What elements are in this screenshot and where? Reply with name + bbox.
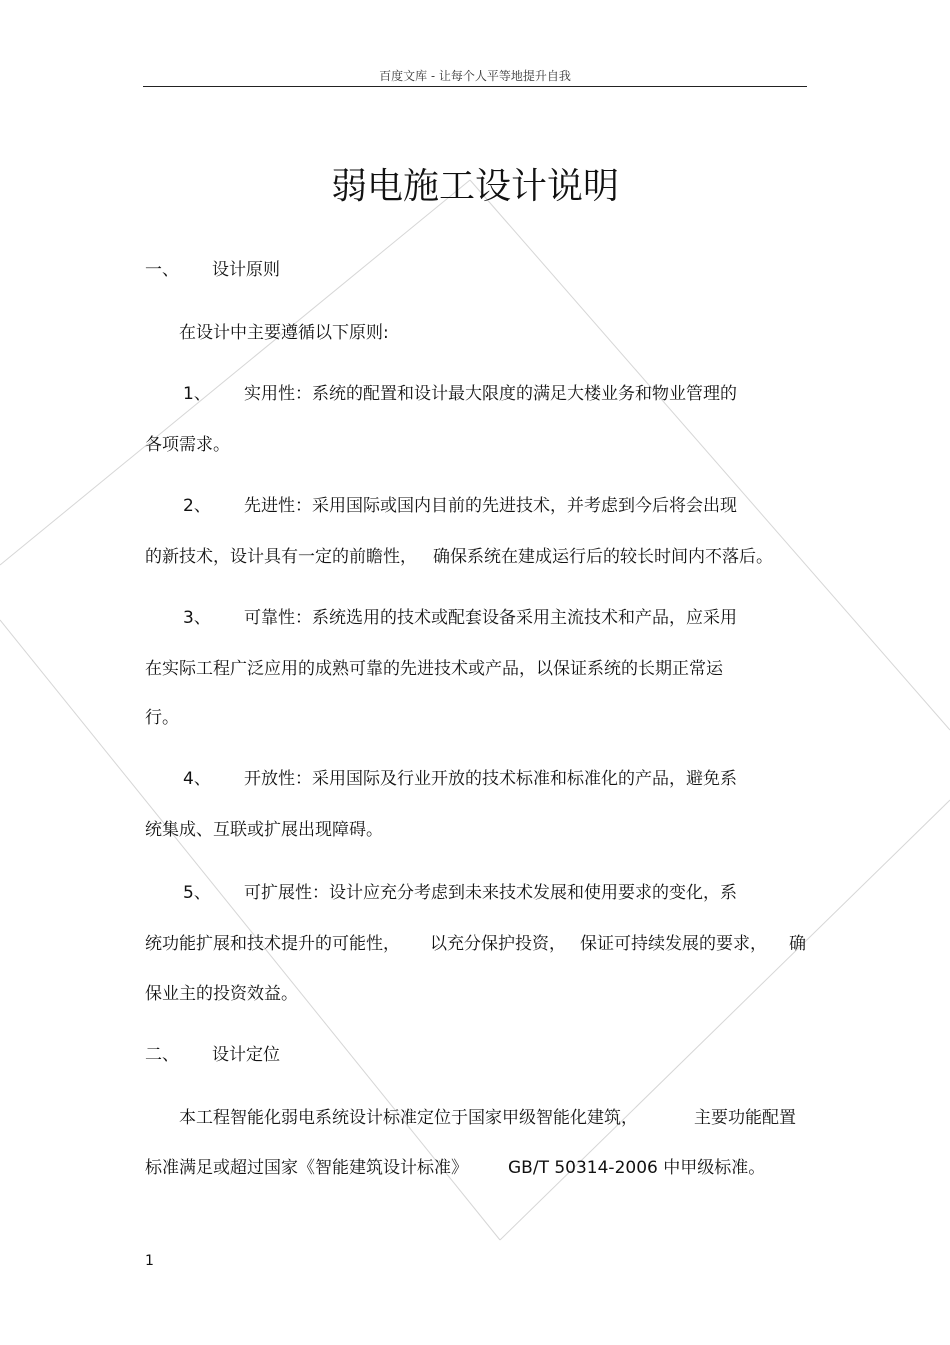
item-5-line-2b: 以充分保护投资， xyxy=(430,934,566,954)
item-2-line-2a: 的新技术，设计具有一定的前瞻性， xyxy=(145,547,417,567)
page-number: 1 xyxy=(145,1253,154,1269)
page-header: 百度文库 - 让每个人平等地提升自我 xyxy=(379,69,571,83)
item-5-line-3: 保业主的投资效益。 xyxy=(145,984,298,1004)
intro-text: 在设计中主要遵循以下原则: xyxy=(179,323,389,343)
item-5-line-2d: 确 xyxy=(789,934,806,954)
item-4-line-1: 开放性：采用国际及行业开放的技术标准和标准化的产品，避免系 xyxy=(244,769,737,789)
item-5-line-1: 可扩展性：设计应充分考虑到未来技术发展和使用要求的变化，系 xyxy=(244,883,737,903)
item-2-line-2b: 确保系统在建成运行后的较长时间内不落后。 xyxy=(433,547,773,567)
section-2-heading: 设计定位 xyxy=(212,1045,280,1065)
section-2-number: 二、 xyxy=(145,1045,179,1065)
section-1-heading: 设计原则 xyxy=(212,260,280,280)
item-4-number: 4、 xyxy=(183,769,211,789)
item-3-line-3: 行。 xyxy=(145,708,179,728)
item-5-line-2c: 保证可持续发展的要求， xyxy=(580,934,767,954)
item-1-line-1: 实用性：系统的配置和设计最大限度的满足大楼业务和物业管理的 xyxy=(244,384,737,404)
document-title: 弱电施工设计说明 xyxy=(330,166,619,207)
item-5-line-2a: 统功能扩展和技术提升的可能性， xyxy=(145,934,400,954)
positioning-line-2a: 标准满足或超过国家《智能建筑设计标准》 xyxy=(145,1158,468,1178)
positioning-line-1b: 主要功能配置 xyxy=(694,1108,796,1128)
item-5-number: 5、 xyxy=(183,883,211,903)
item-2-line-1: 先进性：采用国际或国内目前的先进技术，并考虑到今后将会出现 xyxy=(244,496,737,516)
positioning-line-2b: GB/T 50314-2006 中甲级标准。 xyxy=(508,1158,766,1178)
positioning-line-1a: 本工程智能化弱电系统设计标准定位于国家甲级智能化建筑， xyxy=(179,1108,638,1128)
item-4-line-2: 统集成、互联或扩展出现障碍。 xyxy=(145,820,383,840)
section-1-number: 一、 xyxy=(145,260,179,280)
item-3-line-2: 在实际工程广泛应用的成熟可靠的先进技术或产品，以保证系统的长期正常运 xyxy=(145,659,723,679)
header-rule xyxy=(143,86,807,87)
item-1-number: 1、 xyxy=(183,384,211,404)
item-3-line-1: 可靠性：系统选用的技术或配套设备采用主流技术和产品，应采用 xyxy=(244,608,737,628)
item-1-line-2: 各项需求。 xyxy=(145,435,230,455)
item-2-number: 2、 xyxy=(183,496,211,516)
item-3-number: 3、 xyxy=(183,608,211,628)
